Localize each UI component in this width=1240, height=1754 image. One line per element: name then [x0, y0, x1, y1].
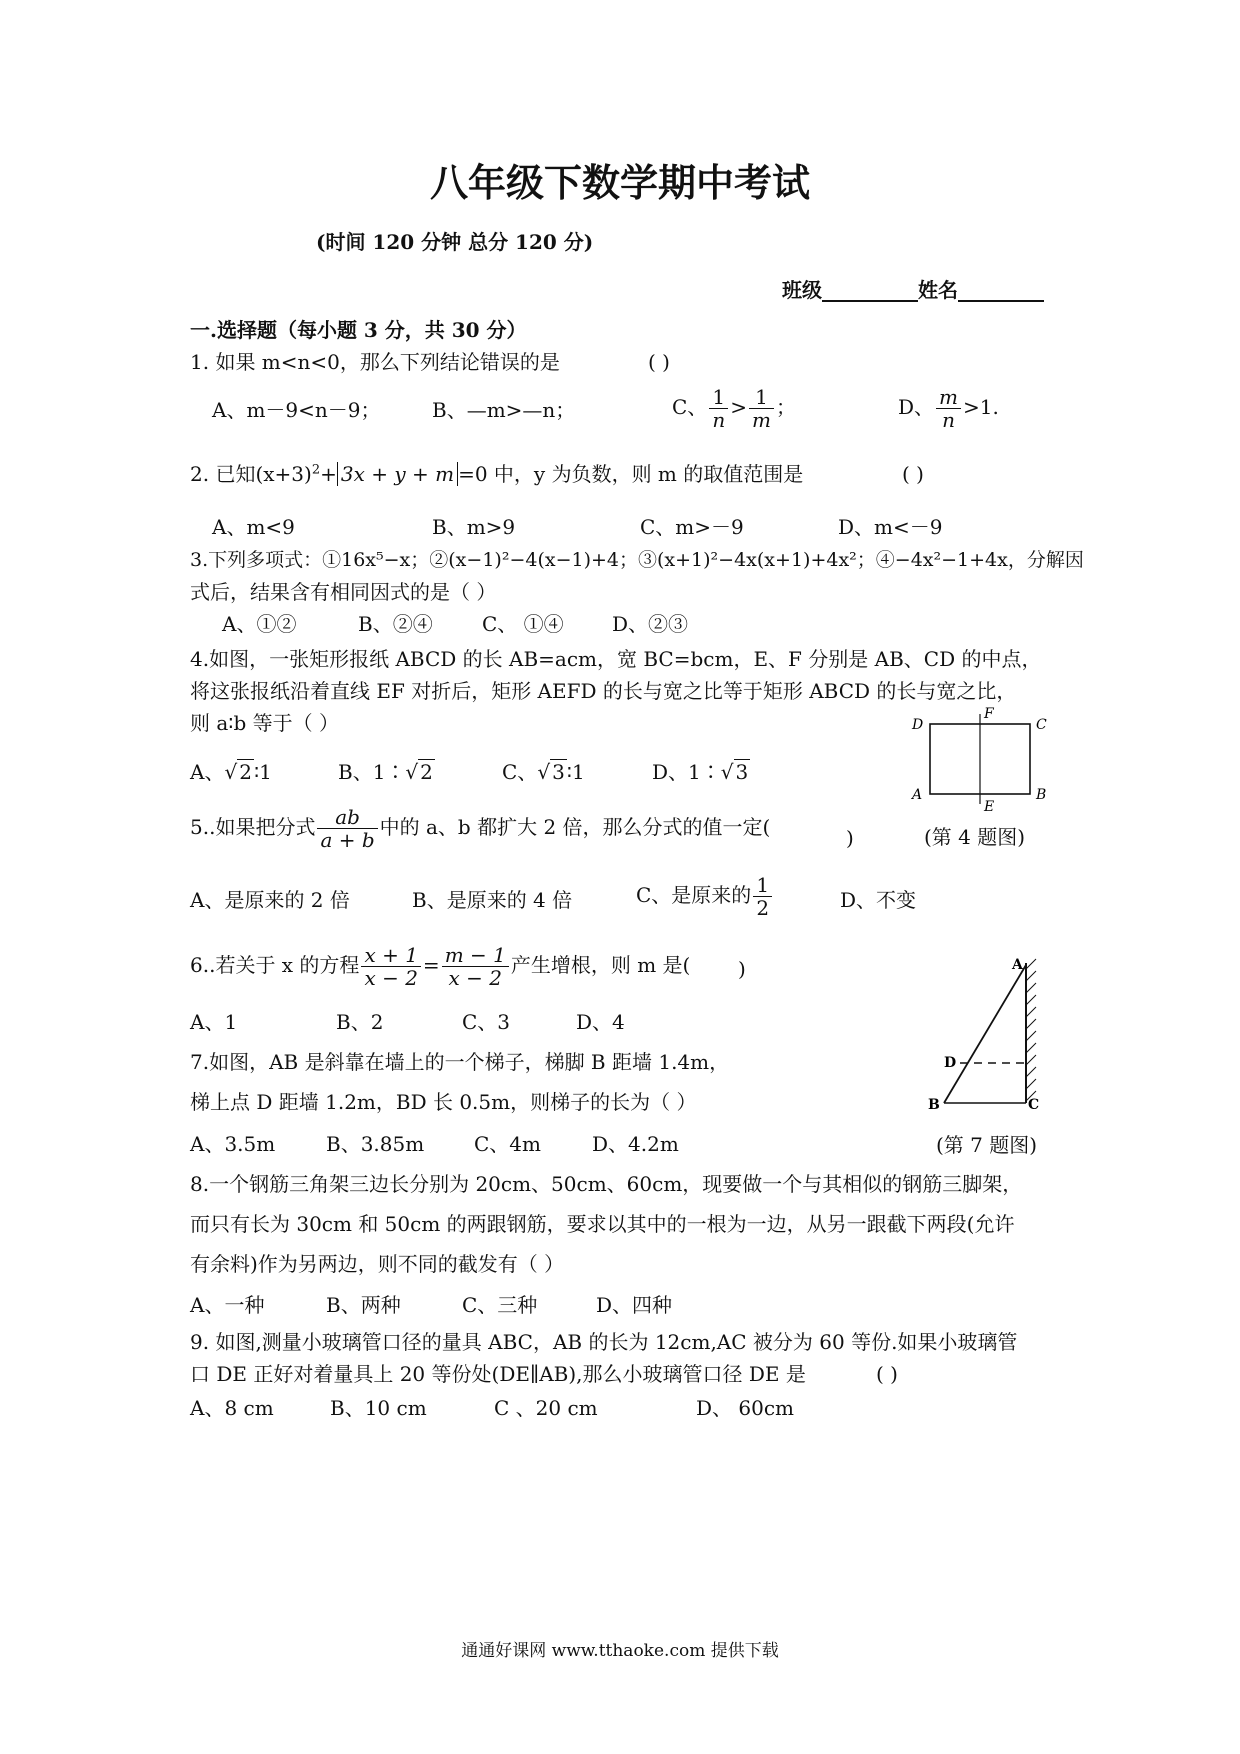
q2-option-d: D、m<－9: [838, 515, 943, 539]
q9-paren: ( ): [876, 1362, 898, 1386]
q4-option-a: [190, 760, 272, 784]
q9-line1: 9. 如图,测量小玻璃管口径的量具 ABC，AB 的长为 12cm,AC 被分为 60 等份.如果小玻璃管: [190, 1330, 1018, 1354]
q1-option-c: [672, 386, 796, 431]
subtitle: (时间 120 分钟 总分 120 分): [316, 230, 594, 254]
q7-line1: 7.如图，AB 是斜靠在墙上的一个梯子，梯脚 B 距墙 1.4m，: [190, 1050, 730, 1074]
q7-label-d: D: [944, 1055, 957, 1071]
q1-d-label: D、: [898, 395, 935, 419]
q3-option-b: B、②④: [358, 612, 433, 636]
q7-label-b: B: [928, 1097, 940, 1113]
q6-stem-a: 6..若关于 x 的方程: [190, 953, 360, 977]
q8-option-d: D、四种: [596, 1293, 673, 1317]
q4-option-c: [502, 760, 585, 784]
class-label: 班级: [782, 278, 822, 302]
q5-option-b: B、是原来的 4 倍: [412, 888, 573, 912]
q4-fig-caption: (第 4 题图): [924, 825, 1026, 849]
q8-option-a: A、一种: [190, 1293, 265, 1317]
q3-option-d: D、②③: [612, 612, 689, 636]
class-name-line: [782, 278, 1044, 302]
q9-option-b: B、10 cm: [330, 1396, 427, 1420]
q9-option-a: A、8 cm: [190, 1396, 274, 1420]
q1-d-end: >1.: [963, 395, 999, 419]
q4-c-sqrt: √ 3: [537, 760, 565, 784]
q6-option-c: C、3: [462, 1010, 511, 1034]
q4-a-sqrt: √ 2: [224, 760, 252, 784]
q1-stem: 1. 如果 m<n<0，那么下列结论错误的是: [190, 350, 560, 374]
q6-paren-end: ): [738, 957, 746, 981]
q2-abs: 3x + y + m: [337, 462, 458, 486]
q5-stem: [190, 806, 770, 851]
q5-c-label: C、是原来的: [636, 883, 752, 907]
footer-text: 通通好课网 www.tthaoke.com 提供下载: [461, 1641, 779, 1661]
q2-stem-b: +: [320, 462, 337, 486]
q4-label-d: D: [912, 717, 924, 733]
page-title: 八年级下数学期中考试: [429, 160, 810, 205]
q9-option-d: D、 60cm: [696, 1396, 795, 1420]
q6-stem: [190, 944, 690, 989]
q4-line2: 将这张报纸沿着直线 EF 对折后，矩形 AEFD 的长与宽之比等于矩形 ABCD 的长与宽之比，: [190, 679, 1017, 703]
q3-line1: 3.下列多项式：①16x⁵−x；②(x−1)²−4(x−1)+4；③(x+1)²−4x(x+1)+4x²；④−4x²−1+4x，分解因: [190, 549, 1084, 571]
q4-b-label: B、1∶: [338, 760, 406, 784]
q7-option-c: C、4m: [474, 1132, 541, 1156]
q5-paren-end: ): [846, 826, 854, 850]
q1-option-d: [898, 386, 999, 431]
q1-option-a: A、m－9<n－9；: [212, 398, 381, 422]
q5-option-a: A、是原来的 2 倍: [190, 888, 350, 912]
q4-figure: [900, 700, 1060, 815]
q7-option-a: A、3.5m: [190, 1132, 276, 1156]
q1-paren: ( ): [648, 350, 670, 374]
q7-fig-caption: (第 7 题图): [936, 1133, 1038, 1157]
q2-sup: 2: [311, 462, 321, 478]
q7-label-a: A: [1012, 957, 1023, 973]
q2-option-c: C、m>－9: [640, 515, 744, 539]
q4-d-sqrt: √ 3: [720, 760, 749, 784]
q6-stem-b: 产生增根，则 m 是(: [510, 953, 691, 977]
q4-c-rest: ∶1: [566, 760, 585, 784]
q4-a-rest: ∶1: [253, 760, 272, 784]
name-label: 姓名: [918, 278, 958, 302]
q9-line2: 口 DE 正好对着量具上 20 等份处(DE∥AB),那么小玻璃管口径 DE 是: [190, 1362, 806, 1386]
q1-option-b: B、—m>—n；: [432, 398, 576, 422]
section-heading: 一.选择题（每小题 3 分，共 30 分）: [190, 318, 527, 342]
q4-label-a: A: [912, 787, 923, 803]
q1-c-label: C、: [672, 395, 708, 419]
q4-c-label: C、: [502, 760, 538, 784]
q1-c-frac1: $\frac{1}{n}$: [709, 386, 728, 431]
q4-label-b: B: [1036, 787, 1047, 803]
q8-option-b: B、两种: [326, 1293, 401, 1317]
q4-a-label: A、: [190, 760, 225, 784]
q6-option-d: D、4: [576, 1010, 625, 1034]
q4-option-d: [652, 760, 750, 784]
q7-ladder: [944, 965, 1026, 1103]
q8-line2: 而只有长为 30cm 和 50cm 的两跟钢筋，要求以其中的一根为一边，从另一跟截下两段(允许: [190, 1212, 1015, 1236]
q2-paren: ( ): [902, 462, 924, 486]
q4-d-label: D、1∶: [652, 760, 721, 784]
q4-line1: 4.如图，一张矩形报纸 ABCD 的长 AB=acm，宽 BC=bcm，E、F 分别是 AB、CD 的中点，: [190, 647, 1042, 671]
q4-label-f: F: [984, 706, 994, 722]
name-blank: [958, 280, 1044, 302]
q4-option-b: [338, 760, 435, 784]
q8-line3: 有余料)作为另两边，则不同的截发有（ ）: [190, 1252, 565, 1276]
q4-b-sqrt: √ 2: [405, 760, 433, 784]
q7-wall-hatching: [1026, 959, 1036, 1101]
q1-c-op: >: [730, 395, 747, 419]
q5-c-frac: $\frac{1}{2}$: [753, 874, 772, 919]
q5-option-c: [636, 874, 774, 919]
q5-frac: $\frac{ab}{a + b}$: [317, 806, 377, 851]
q4-label-e: E: [984, 799, 995, 815]
q7-option-d: D、4.2m: [592, 1132, 679, 1156]
q6-eq: =: [422, 953, 440, 977]
q4-label-c: C: [1036, 717, 1047, 733]
q6-frac1: $\frac{x + 1}{x - 2}$: [361, 944, 420, 989]
q2-stem: [190, 462, 803, 486]
q5-stem-b: 中的 a、b 都扩大 2 倍，那么分式的值一定(: [379, 815, 771, 839]
q4-line3: 则 a∶b 等于（ ）: [190, 711, 340, 735]
q5-stem-a: 5..如果把分式: [190, 815, 316, 839]
q1-d-frac: $\frac{m}{n}$: [936, 386, 961, 431]
q7-option-b: B、3.85m: [326, 1132, 425, 1156]
q2-stem-a: 2. 已知(x+3): [190, 462, 312, 486]
q1-c-end: ；: [775, 395, 796, 419]
q3-option-a: A、①②: [222, 612, 297, 636]
q9-option-c: C 、20 cm: [494, 1396, 598, 1420]
q6-frac2: $\frac{m - 1}{x - 2}$: [442, 944, 509, 989]
q2-stem-c: =0 中，y 为负数，则 m 的取值范围是: [458, 462, 804, 486]
q3-line2: 式后，结果含有相同因式的是（ ）: [190, 580, 497, 604]
q3-option-c: C、 ①④: [482, 612, 564, 636]
q5-option-d: D、不变: [840, 888, 917, 912]
q2-option-a: A、m<9: [212, 515, 295, 539]
class-blank: [822, 280, 918, 302]
q8-line1: 8.一个钢筋三角架三边长分别为 20cm、50cm、60cm，现要做一个与其相似的钢筋三脚架，: [190, 1172, 1023, 1196]
q2-option-b: B、m>9: [432, 515, 516, 539]
q8-option-c: C、三种: [462, 1293, 538, 1317]
q6-option-a: A、1: [190, 1010, 238, 1034]
q7-label-c: C: [1028, 1097, 1040, 1113]
q7-line2: 梯上点 D 距墙 1.2m，BD 长 0.5m，则梯子的长为（ ）: [190, 1090, 697, 1114]
q6-option-b: B、2: [336, 1010, 384, 1034]
q7-figure: [920, 955, 1060, 1115]
q1-c-frac2: $\frac{1}{m}$: [749, 386, 774, 431]
